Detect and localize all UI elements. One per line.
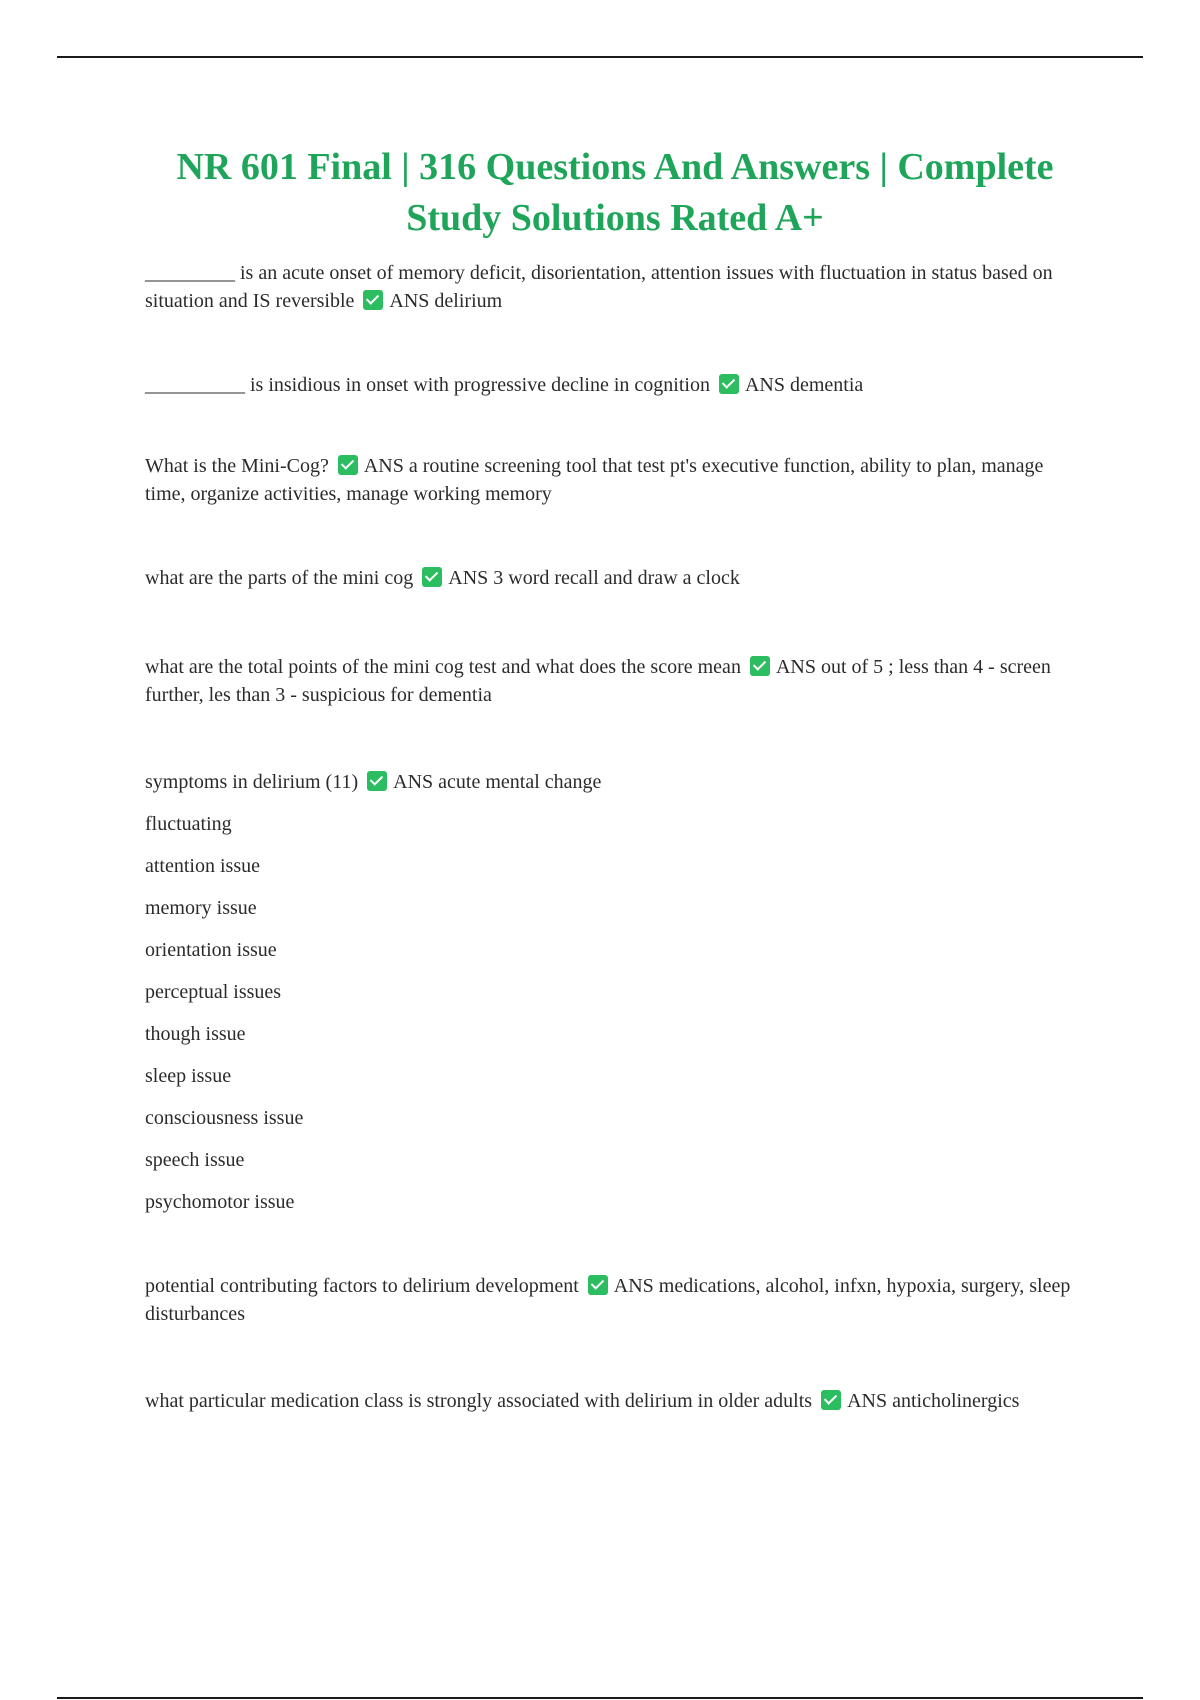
top-rule [57,56,1143,58]
question-text: potential contributing factors to delirium development [145,1275,579,1297]
answer-prefix: ANS [389,290,430,312]
symptom-list [145,810,1085,1216]
qa-item-5 [145,653,1085,709]
qa-item-1 [145,259,1085,315]
question-text: what are the total points of the mini cog test and what does the score mean [145,656,741,678]
answer-text: acute mental change [438,771,602,793]
question-text: What is the Mini-Cog? [145,455,329,477]
check-icon [367,771,387,791]
answer-prefix: ANS [744,374,785,396]
bottom-rule [57,1697,1143,1699]
list-item: orientation issue [145,939,277,961]
answer-text: dementia [789,374,864,396]
qa-item-4 [145,564,1085,592]
answer-text: anticholinergics [892,1390,1020,1412]
list-item: consciousness issue [145,1107,304,1129]
question-text: _________ is an acute onset of memory deficit, disorientation, attention issues with fluctuation in status based on situation and IS reversible [145,262,1053,312]
qa-item-2 [145,371,1085,399]
list-item: sleep issue [145,1065,232,1087]
answer-prefix: ANS [363,455,404,477]
check-icon [821,1390,841,1410]
question-text: what are the parts of the mini cog [145,567,414,589]
question-text: symptoms in delirium (11) [145,771,359,793]
list-item: speech issue [145,1149,245,1171]
question-text: what particular medication class is strongly associated with delirium in older adults [145,1390,813,1412]
qa-item-6 [145,768,1085,796]
page-title: NR 601 Final | 316 Questions And Answers | Complete Study Solutions Rated A+ [176,146,1054,239]
qa-item-3 [145,452,1085,508]
question-text: __________ is insidious in onset with progressive decline in cognition [145,374,710,396]
qa-item-8 [145,1387,1085,1415]
list-item: psychomotor issue [145,1191,295,1213]
answer-text: out of 5 ; less than 4 - screen further, les than 3 - suspicious for dementia [145,656,1051,706]
list-item: attention issue [145,855,260,877]
answer-text: 3 word recall and draw a clock [493,567,740,589]
list-item: perceptual issues [145,981,282,1003]
list-item: memory issue [145,897,257,919]
check-icon [719,374,739,394]
check-icon [422,567,442,587]
qa-content [145,259,1085,1415]
answer-prefix: ANS [448,567,489,589]
answer-text: delirium [434,290,503,312]
check-icon [750,656,770,676]
answer-prefix: ANS [847,1390,888,1412]
check-icon [363,290,383,310]
answer-text: a routine screening tool that test pt's executive function, ability to plan, manage time, organize activities, manage working memory [145,455,1044,505]
answer-prefix: ANS [393,771,434,793]
qa-item-7 [145,1272,1085,1328]
check-icon [588,1275,608,1295]
list-item: though issue [145,1023,246,1045]
check-icon [338,455,358,475]
answer-text: medications, alcohol, infxn, hypoxia, surgery, sleep disturbances [145,1275,1071,1325]
list-item: fluctuating [145,813,232,835]
answer-prefix: ANS [775,656,816,678]
answer-prefix: ANS [613,1275,654,1297]
